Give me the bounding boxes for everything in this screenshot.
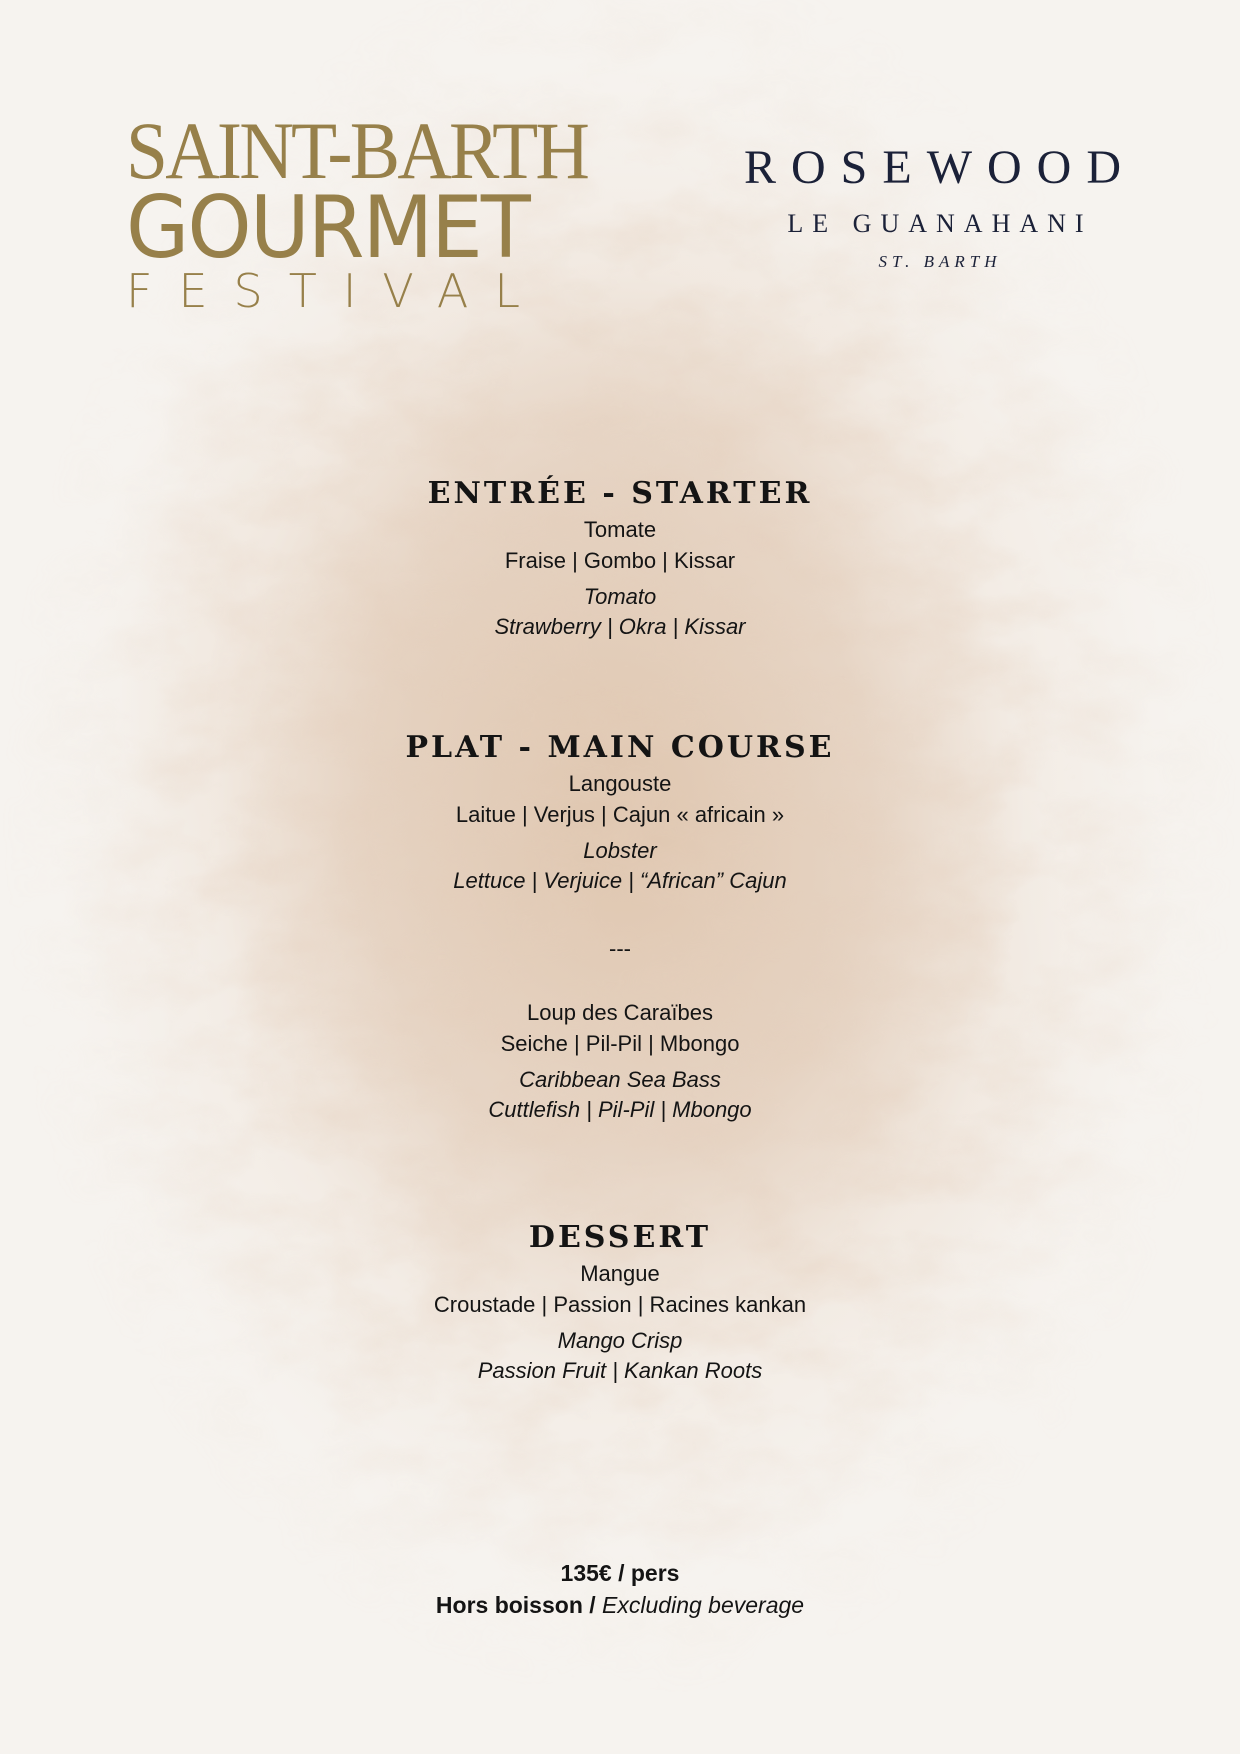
section-title-main-course: PLAT - MAIN COURSE [405, 730, 835, 765]
festival-logo-line1: SAINT-BARTH [126, 105, 588, 196]
festival-logo-line3: FESTIVAL [126, 264, 547, 318]
rosewood-logo-location: ST. BARTH [878, 252, 1002, 271]
dish-description-en: Lettuce | Verjuice | “African” Cajun [453, 868, 787, 893]
dish-name-en: Tomato [583, 584, 657, 609]
dish-description-en: Passion Fruit | Kankan Roots [477, 1358, 763, 1383]
rosewood-logo-name: ROSEWOOD [744, 141, 1136, 194]
dish-description-fr: Seiche | Pil-Pil | Mbongo [500, 1031, 740, 1056]
beverage-note [0, 1590, 1240, 1620]
dessert-section [0, 1218, 1240, 1386]
dish-description-fr: Laitue | Verjus | Cajun « africain » [455, 802, 785, 827]
rosewood-logo [700, 140, 1180, 276]
festival-logo [126, 105, 606, 318]
dish-name-fr: Mangue [580, 1261, 660, 1286]
price-block [0, 1556, 1240, 1620]
dish-separator: --- [609, 936, 631, 961]
main-course-section [0, 728, 1240, 896]
festival-logo-line2: GOURMET [126, 178, 529, 278]
starter-section [0, 474, 1240, 642]
dish-name-en: Lobster [583, 838, 657, 863]
dish-description-fr: Fraise | Gombo | Kissar [504, 548, 736, 573]
dish-description-fr: Croustade | Passion | Racines kankan [433, 1292, 807, 1317]
price-per-person: 135€ / pers [560, 1560, 680, 1586]
section-title-starter: ENTRÉE - STARTER [427, 476, 813, 511]
dish-name-fr: Langouste [568, 771, 672, 796]
dish-name-en: Mango Crisp [557, 1328, 683, 1353]
dish-description-en: Cuttlefish | Pil-Pil | Mbongo [488, 1097, 752, 1122]
dish-name-en: Caribbean Sea Bass [519, 1067, 721, 1092]
main-course-dish-2 [0, 997, 1240, 1125]
section-title-dessert: DESSERT [528, 1220, 712, 1255]
rosewood-logo-subtitle: LE GUANAHANI [787, 209, 1093, 238]
beverage-note-en: Excluding beverage [602, 1592, 805, 1618]
dish-name-fr: Loup des Caraïbes [527, 1000, 713, 1025]
beverage-note-fr: Hors boisson / [435, 1592, 596, 1618]
dish-name-fr: Tomate [583, 517, 657, 542]
dish-description-en: Strawberry | Okra | Kissar [494, 614, 746, 639]
